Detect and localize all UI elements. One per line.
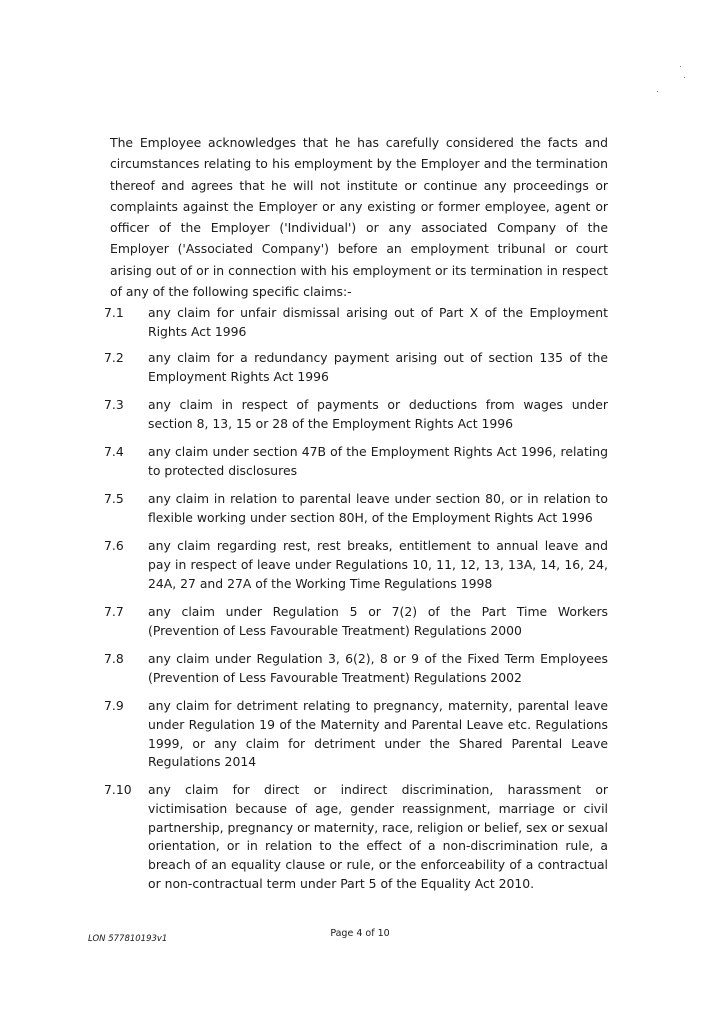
clause-text: any claim in respect of payments or deductions from wages under section 8, 13, 15 or 28 of the Employment Rights Act 1996 xyxy=(148,397,608,431)
clause-number: 7.7 xyxy=(104,604,124,619)
clause-7-3 xyxy=(104,396,608,434)
clause-number: 7.9 xyxy=(104,698,124,713)
clause-7-5 xyxy=(104,490,608,528)
scan-speck xyxy=(680,66,681,67)
clause-text: any claim for a redundancy payment arising out of section 135 of the Employment Rights Act 1996 xyxy=(148,350,608,384)
clause-number: 7.10 xyxy=(104,782,132,797)
clause-text: any claim under Regulation 5 or 7(2) of the Part Time Workers (Prevention of Less Favourable Treatment) Regulations 2000 xyxy=(148,604,608,638)
clause-7-1 xyxy=(104,304,608,342)
clause-text: any claim in relation to parental leave under section 80, or in relation to flexible working under section 80H, of the Employment Rights Act 1996 xyxy=(148,491,608,525)
intro-paragraph: The Employee acknowledges that he has carefully considered the facts and circumstances relating to his employment by the Employer and the termination thereof and agrees that he will not institute or continue any proceedings or complaints against the Employer or any existing or former employee, agent or officer of the Employer ('Individual') or any associated Company of the Employer ('Associated Company') before an employment tribunal or court arising out of or in connection with his employment or its termination in respect of any of the following specific claims:- xyxy=(110,135,608,300)
clause-7-10 xyxy=(104,781,608,894)
clause-number: 7.8 xyxy=(104,651,124,666)
clause-text: any claim for direct or indirect discrimination, harassment or victimisation because of age, gender reassignment, marriage or civil partnership, pregnancy or maternity, race, religion or belief, sex or sexual orientation, or in relation to the effect of a non-discrimination rule, a breach of an equality clause or rule, or the enforceability of a contractual or non-contractual term under Part 5 of the Equality Act 2010. xyxy=(148,782,608,891)
clause-text: any claim for detriment relating to pregnancy, maternity, parental leave under Regulation 19 of the Maternity and Parental Leave etc. Regulations 1999, or any claim for detriment under the Shared Parental Leave Regulations 2014 xyxy=(148,698,608,770)
clause-text: any claim under section 47B of the Employment Rights Act 1996, relating to protected disclosures xyxy=(148,444,608,478)
clause-7-2 xyxy=(104,349,608,387)
page-number: Page 4 of 10 xyxy=(330,928,390,939)
clause-number: 7.2 xyxy=(104,350,124,365)
clause-number: 7.4 xyxy=(104,444,124,459)
clause-7-6 xyxy=(104,537,608,593)
clause-7-7 xyxy=(104,603,608,641)
clause-7-4 xyxy=(104,443,608,481)
scan-speck xyxy=(684,77,685,78)
clause-number: 7.5 xyxy=(104,491,124,506)
document-reference: LON 577810193v1 xyxy=(88,934,168,944)
clause-7-9 xyxy=(104,697,608,772)
clause-number: 7.6 xyxy=(104,538,124,553)
clause-7-8 xyxy=(104,650,608,688)
clause-text: any claim regarding rest, rest breaks, entitlement to annual leave and pay in respect of leave under Regulations 10, 11, 12, 13, 13A, 14, 16, 24, 24A, 27 and 27A of the Working Time Regulations 1998 xyxy=(148,538,608,591)
scan-speck xyxy=(657,91,658,92)
clause-number: 7.1 xyxy=(104,305,124,320)
clause-number: 7.3 xyxy=(104,397,124,412)
clause-text: any claim for unfair dismissal arising out of Part X of the Employment Rights Act 1996 xyxy=(148,305,608,339)
clause-text: any claim under Regulation 3, 6(2), 8 or 9 of the Fixed Term Employees (Prevention of Less Favourable Treatment) Regulations 2002 xyxy=(148,651,608,685)
